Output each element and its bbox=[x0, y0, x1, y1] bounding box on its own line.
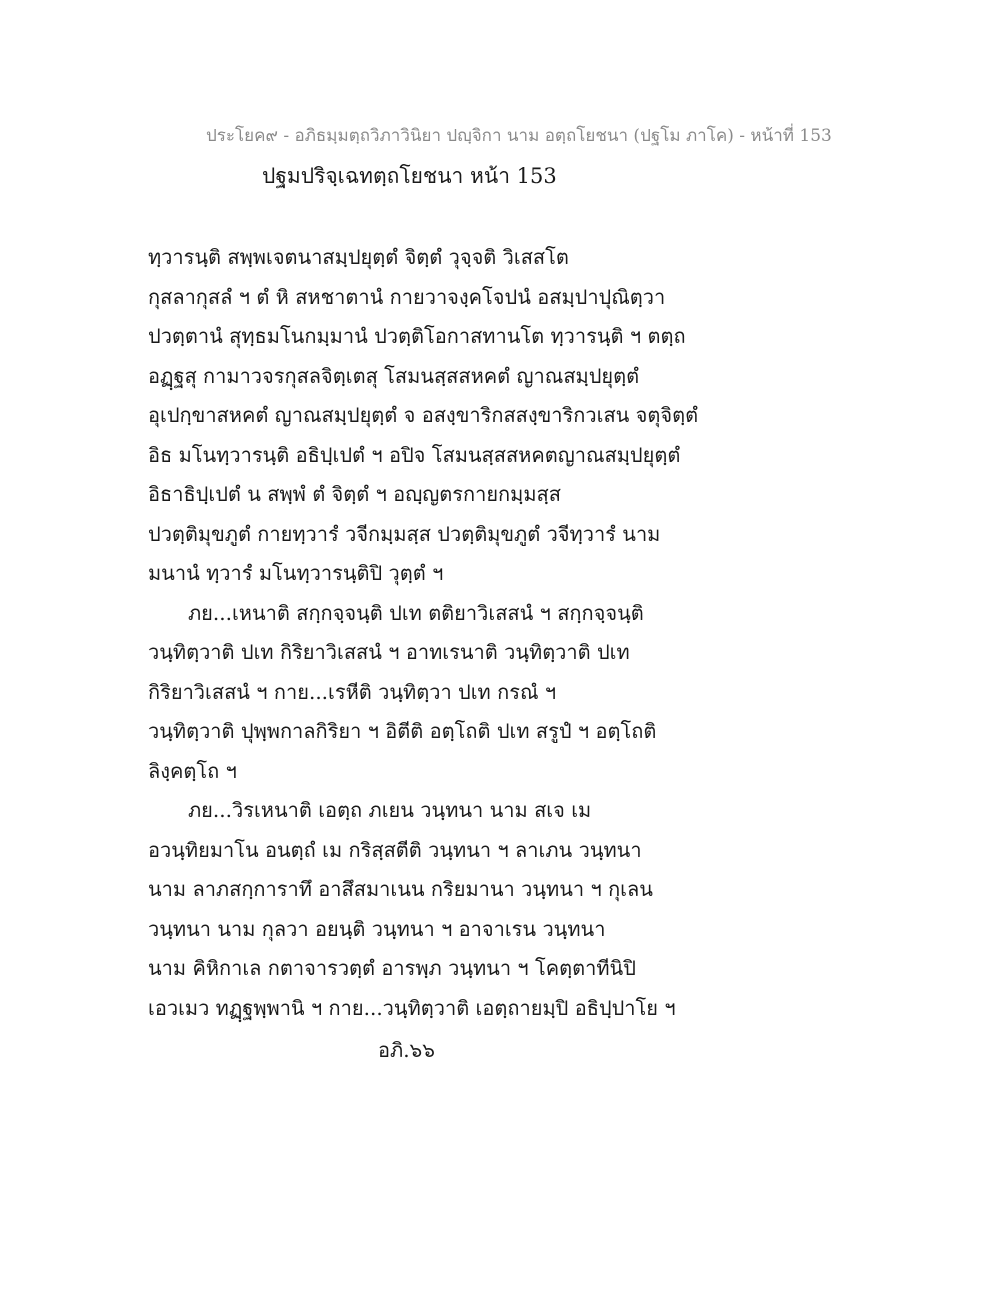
footer-reference: อภิ.๖๖ bbox=[378, 1038, 435, 1062]
text-line: กุสลากุสลํ ฯ ตํ หิ สหชาตานํ กายวาจงฺคโจปนํ อสมฺปาปุณิตฺวา bbox=[148, 284, 666, 309]
text-line: ปวตฺติมุขภูตํ กายทฺวารํ วจีกมฺมสฺส ปวตฺติมุขภูตํ วจีทฺวารํ นาม bbox=[148, 521, 661, 546]
text-line: วนฺทิตฺวาติ ปุพฺพกาลกิริยา ฯ อิตีติ อตฺโถติ ปเท สรูปํ ฯ อตฺโถติ bbox=[148, 719, 657, 743]
text-line: ภย...วิรเหนาติ เอตฺถ ภเยน วนฺทนา นาม สเจ เม bbox=[188, 798, 592, 822]
text-line: เอวเมว ทฏฺฐพฺพานิ ฯ กาย...วนฺทิตฺวาติ เอตฺถายมฺปิ อธิปฺปาโย ฯ bbox=[148, 995, 676, 1020]
paragraph-1 bbox=[148, 238, 848, 594]
text-line: วนฺทิตฺวาติ ปเท กิริยาวิเสสนํ ฯ อาทเรนาติ วนฺทิตฺวาติ ปเท bbox=[148, 640, 630, 664]
text-line: กิริยาวิเสสนํ ฯ กาย...เรหีติ วนฺทิตฺวา ปเท กรณํ ฯ bbox=[148, 679, 557, 704]
text-line: อิธาธิปฺเปตํ น สพฺพํ ตํ จิตฺตํ ฯ อญฺญตรกายกมฺมสฺส bbox=[148, 482, 561, 506]
text-line: อวนฺทิยมาโน อนตฺถํ เม กริสฺสตีติ วนฺทนา ฯ ลาเภน วนฺทนา bbox=[148, 837, 642, 862]
text-line: มนานํ ทฺวารํ มโนทฺวารนฺติปิ วุตฺตํ ฯ bbox=[148, 561, 444, 585]
text-line: ลิงฺคตฺโถ ฯ bbox=[148, 758, 237, 783]
text-line: ปวตฺตานํ สุทฺธมโนกมฺมานํ ปวตฺติโอกาสทานโต ทฺวารนฺติ ฯ ตตฺถ bbox=[148, 324, 686, 348]
text-line: ภย...เหนาติ สกฺกจฺจนฺติ ปเท ตติยาวิเสสนํ ฯ สกฺกจฺจนฺติ bbox=[188, 600, 644, 625]
running-header: ประโยค๙ - อภิธมฺมตฺถวิภาวินิยา ปญฺจิกา นาม อตฺถโยชนา (ปฐโม ภาโค) - หน้าที่ 153 bbox=[206, 126, 832, 146]
text-line: อุเปกฺขาสหคตํ ญาณสมฺปยุตฺตํ จ อสงฺขาริกสสงฺขาริกวเสน จตุจิตฺตํ bbox=[148, 403, 699, 427]
text-line: อิธ มโนทฺวารนฺติ อธิปฺเปตํ ฯ อปิจ โสมนสฺสสหคตญาณสมฺปยุตฺตํ bbox=[148, 442, 681, 467]
text-line: อฏฺฐสุ กามาวจรกุสลจิตฺเตสุ โสมนสฺสสหคตํ ญาณสมฺปยุตฺตํ bbox=[148, 363, 640, 388]
text-line: ทฺวารนฺติ สพฺพเจตนาสมฺปยุตฺตํ จิตฺตํ วุจฺจติ วิเสสโต bbox=[148, 245, 569, 269]
body-text bbox=[148, 238, 848, 1028]
page-title: ปฐมปริจฺเฉทตฺถโยชนา หน้า 153 bbox=[262, 164, 557, 188]
text-line: วนฺทนา นาม กุลวา อยนฺติ วนฺทนา ฯ อาจาเรน วนฺทนา bbox=[148, 916, 606, 941]
text-line: นาม ลาภสกฺการาทึ อาสึสมาเนน กริยมานา วนฺทนา ฯ กุเลน bbox=[148, 877, 653, 901]
text-line: นาม คิหิกาเล กตาจารวตฺตํ อารพฺภ วนฺทนา ฯ โคตฺตาทีนิปิ bbox=[148, 956, 636, 980]
paragraph-2 bbox=[148, 594, 848, 792]
paragraph-3 bbox=[148, 791, 848, 1028]
